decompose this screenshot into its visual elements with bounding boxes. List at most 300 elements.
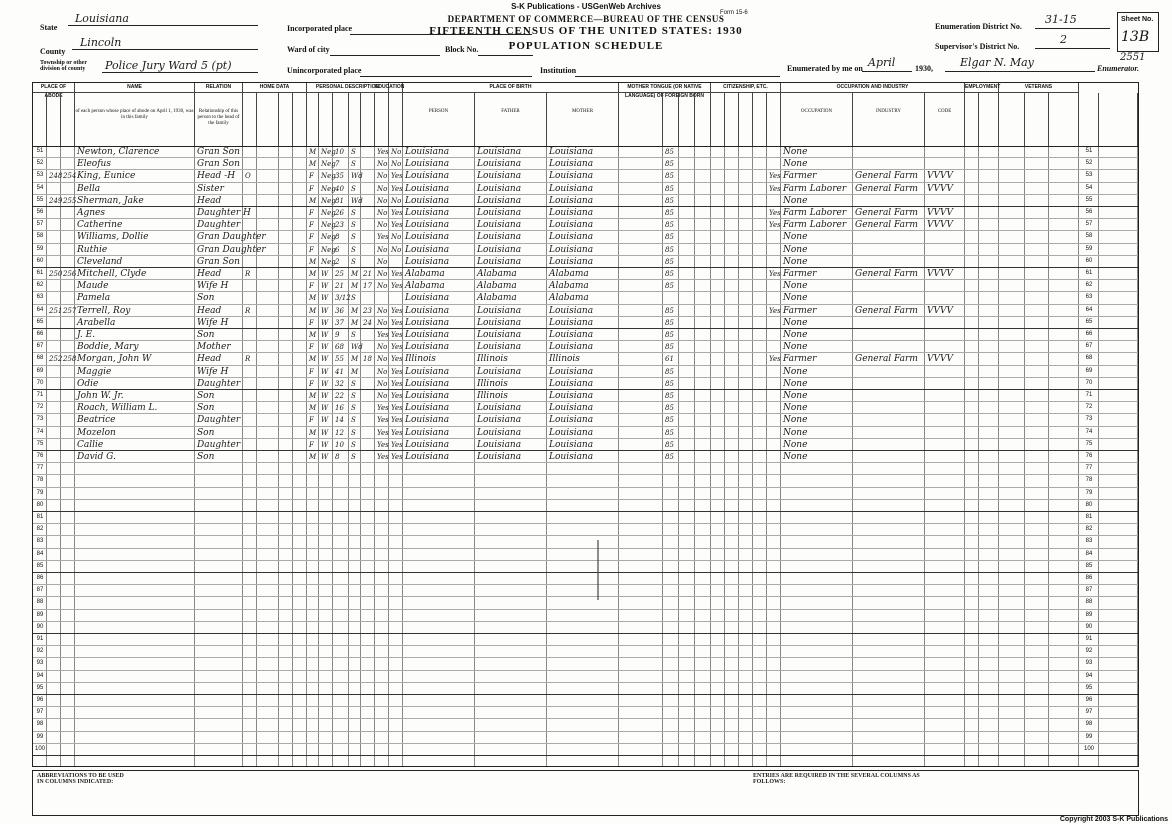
cell-fbp: Louisiana bbox=[477, 147, 522, 157]
line-number: 77 bbox=[1085, 465, 1093, 472]
sheet-number-box bbox=[1117, 12, 1159, 52]
line-number: 74 bbox=[36, 428, 44, 435]
cell-occ: Farmer bbox=[783, 171, 817, 182]
cell-sch: No bbox=[377, 318, 388, 327]
cell-bp: Louisiana bbox=[405, 171, 450, 182]
cell-age: 26 bbox=[335, 209, 344, 217]
line-number: 64 bbox=[1085, 306, 1093, 313]
cell-ind: General Farm bbox=[855, 183, 918, 194]
cell-mbp: Louisiana bbox=[549, 366, 594, 377]
line-number: 85 bbox=[1085, 562, 1093, 569]
entries-title: ENTRIES ARE REQUIRED IN THE SEVERAL COLUMNS AS FOLLOWS: bbox=[753, 773, 920, 785]
column-header bbox=[965, 93, 979, 146]
line-number: 57 bbox=[1085, 221, 1093, 228]
cell-read: No bbox=[391, 160, 402, 169]
group-heading: HOME DATA bbox=[243, 83, 307, 93]
cell-name: Maude bbox=[77, 281, 109, 292]
cell-sex: F bbox=[309, 440, 314, 449]
line-number: 100 bbox=[1083, 745, 1094, 752]
cell-code: 85 bbox=[665, 331, 674, 339]
cell-rel: Gran Son bbox=[197, 159, 240, 170]
column-header bbox=[739, 93, 753, 146]
enum-district-label: Enumeration District No. bbox=[935, 22, 1022, 31]
cell-name: Mitchell, Clyde bbox=[77, 269, 147, 279]
supervisor-label: Supervisor's District No. bbox=[935, 42, 1020, 51]
cell-bp: Louisiana bbox=[405, 293, 450, 304]
cell-fbp: Louisiana bbox=[477, 232, 522, 243]
cell-mar: S bbox=[351, 257, 356, 266]
cell-race: W bbox=[321, 440, 329, 449]
cell-rel: Gran Daughter bbox=[197, 244, 266, 255]
cell-mbp: Alabama bbox=[549, 281, 589, 292]
group-heading: PLACE OF ABODE bbox=[33, 83, 75, 93]
cell-fbp: Louisiana bbox=[477, 452, 522, 462]
blank-row bbox=[33, 500, 1138, 512]
cell-name: Odie bbox=[77, 378, 99, 389]
cell-age: 32 bbox=[335, 379, 344, 388]
person-row bbox=[33, 390, 1138, 402]
cell-name: Mozelon bbox=[77, 427, 116, 438]
cell-read: Yes bbox=[391, 453, 403, 461]
cell-code: 85 bbox=[665, 245, 674, 254]
cell-bp: Louisiana bbox=[405, 366, 450, 377]
column-header: FATHER bbox=[475, 93, 547, 146]
cell-mbp: Louisiana bbox=[549, 208, 594, 218]
person-row bbox=[33, 219, 1138, 231]
cell-mbp: Louisiana bbox=[549, 378, 594, 389]
line-number: 100 bbox=[34, 745, 45, 752]
cell-read: Yes bbox=[391, 392, 403, 400]
cell-sch: No bbox=[377, 257, 388, 266]
cell-occ: Farmer bbox=[783, 305, 817, 316]
cell-sex: F bbox=[309, 172, 314, 181]
cell-code: 85 bbox=[665, 148, 674, 156]
cell-occ: None bbox=[783, 403, 808, 414]
cell-name: J. E. bbox=[77, 330, 96, 340]
cell-dw: 248 bbox=[49, 172, 63, 181]
line-number: 74 bbox=[1085, 428, 1093, 435]
column-header bbox=[375, 93, 389, 146]
schedule-title: POPULATION SCHEDULE bbox=[508, 40, 664, 52]
cell-read: Yes bbox=[391, 440, 403, 449]
cell-fbp: Louisiana bbox=[477, 427, 522, 438]
cell-rel: Son bbox=[197, 403, 215, 414]
blank-row bbox=[33, 488, 1138, 500]
cell-ind: General Farm bbox=[855, 171, 918, 182]
line-number: 98 bbox=[36, 721, 44, 728]
line-number: 90 bbox=[1085, 623, 1093, 630]
cell-fbp: Louisiana bbox=[477, 183, 522, 194]
instructions-footer bbox=[32, 770, 1139, 816]
stamp-number: 2551 bbox=[1120, 52, 1146, 63]
person-row bbox=[33, 402, 1138, 414]
line-number: 81 bbox=[36, 514, 44, 520]
cell-code: 85 bbox=[665, 392, 674, 400]
cell-sch: Yes bbox=[377, 416, 389, 425]
cell-code: 85 bbox=[665, 343, 674, 352]
cell-code: 85 bbox=[665, 404, 674, 413]
line-number: 84 bbox=[36, 550, 44, 557]
enum-district-value: 31-15 bbox=[1045, 13, 1077, 26]
unincorporated-label: Unincorporated place bbox=[287, 66, 362, 75]
cell-occ: None bbox=[783, 342, 808, 353]
archive-banner: S-K Publications - USGenWeb Archives bbox=[511, 2, 661, 11]
cell-sex: M bbox=[309, 428, 317, 437]
cell-mar: S bbox=[351, 453, 356, 461]
blank-row bbox=[33, 707, 1138, 719]
cell-fam: 255 bbox=[63, 196, 77, 205]
cell-age: 68 bbox=[335, 343, 344, 352]
cell-sch: No bbox=[377, 245, 388, 254]
cell-code: 85 bbox=[665, 453, 674, 461]
cell-sex: M bbox=[309, 404, 317, 413]
line-number: 51 bbox=[1085, 148, 1093, 154]
cell-occ_code: VVVV bbox=[927, 220, 953, 231]
cell-fbp: Louisiana bbox=[477, 317, 522, 328]
cell-fbp: Louisiana bbox=[477, 244, 522, 255]
cell-sch: No bbox=[377, 209, 388, 217]
line-number: 88 bbox=[36, 599, 44, 606]
cell-fbp: Louisiana bbox=[477, 366, 522, 377]
line-number: 97 bbox=[1085, 709, 1093, 716]
blank-row bbox=[33, 719, 1138, 731]
line-number: 59 bbox=[36, 245, 44, 252]
line-number: 70 bbox=[36, 379, 44, 386]
line-number: 83 bbox=[1085, 538, 1093, 545]
cell-name: Maggie bbox=[77, 366, 112, 377]
cell-age: 37 bbox=[335, 318, 344, 327]
cell-bp: Louisiana bbox=[405, 391, 450, 401]
person-row bbox=[33, 439, 1138, 451]
cell-bp: Illinois bbox=[405, 354, 436, 365]
cell-mar: S bbox=[351, 294, 356, 303]
line-number: 93 bbox=[1085, 660, 1093, 667]
cell-mar: Wd bbox=[351, 196, 363, 205]
line-number: 58 bbox=[36, 233, 44, 240]
cell-sex: M bbox=[309, 306, 317, 315]
cell-name: Ruthie bbox=[77, 244, 108, 255]
person-row bbox=[33, 366, 1138, 378]
cell-occ: None bbox=[783, 366, 808, 377]
person-row bbox=[33, 414, 1138, 426]
cell-occ: None bbox=[783, 195, 808, 206]
line-number: 66 bbox=[1085, 331, 1093, 337]
blank-row bbox=[33, 695, 1138, 707]
line-number: 75 bbox=[36, 440, 44, 447]
cell-rel: Daughter H bbox=[197, 208, 251, 218]
incorporated-label: Incorporated place bbox=[287, 24, 353, 33]
enumerated-label: Enumerated by me on bbox=[787, 64, 863, 73]
state-label: State bbox=[40, 23, 58, 32]
county-label: County bbox=[40, 47, 66, 56]
cell-wk: Yes bbox=[769, 306, 781, 315]
cell-fbp: Alabama bbox=[477, 281, 517, 292]
institution-label: Institution bbox=[540, 66, 577, 75]
cell-age: 12 bbox=[335, 428, 344, 437]
institution-line bbox=[575, 66, 780, 77]
cell-mar: S bbox=[351, 416, 356, 425]
line-number: 91 bbox=[1085, 636, 1093, 642]
cell-rel: Son bbox=[197, 293, 215, 304]
line-number: 73 bbox=[1085, 416, 1093, 423]
line-number: 52 bbox=[36, 160, 44, 167]
blank-row bbox=[33, 536, 1138, 548]
line-number: 54 bbox=[1085, 184, 1093, 191]
line-number: 56 bbox=[36, 209, 44, 215]
cell-mar: M bbox=[351, 367, 359, 376]
cell-bp: Louisiana bbox=[405, 427, 450, 438]
cell-bp: Louisiana bbox=[405, 317, 450, 328]
line-number: 69 bbox=[36, 367, 44, 374]
cell-sex: F bbox=[309, 209, 314, 217]
incorporated-line bbox=[350, 24, 532, 35]
cell-code: 85 bbox=[665, 306, 674, 315]
line-number: 89 bbox=[1085, 611, 1093, 618]
line-number: 65 bbox=[36, 318, 44, 325]
cell-race: W bbox=[321, 379, 329, 388]
person-row bbox=[33, 268, 1138, 280]
cell-age: 7 bbox=[335, 160, 340, 169]
group-heading: MOTHER TONGUE (OR NATIVE LANGUAGE) OF FOREIGN BORN bbox=[619, 83, 711, 93]
cell-occ: Farmer bbox=[783, 269, 817, 279]
line-number: 66 bbox=[36, 331, 44, 337]
cell-race: W bbox=[321, 404, 329, 413]
line-number: 59 bbox=[1085, 245, 1093, 252]
column-header: MOTHER bbox=[547, 93, 619, 146]
cell-read: Yes bbox=[391, 404, 403, 413]
cell-age: 8 bbox=[335, 233, 340, 242]
cell-occ: None bbox=[783, 256, 808, 267]
cell-wk: Yes bbox=[769, 221, 781, 230]
cell-mbp: Louisiana bbox=[549, 183, 594, 194]
cell-sex: M bbox=[309, 453, 317, 461]
unincorporated-line bbox=[360, 66, 532, 77]
column-header bbox=[307, 93, 319, 146]
cell-rel: Head -H bbox=[197, 171, 236, 182]
line-number: 62 bbox=[1085, 282, 1093, 289]
cell-mbp: Illinois bbox=[549, 354, 580, 365]
column-header bbox=[349, 93, 361, 146]
cell-mar: S bbox=[351, 379, 356, 388]
column-header bbox=[979, 93, 999, 146]
blank-row bbox=[33, 549, 1138, 561]
line-number: 55 bbox=[36, 196, 44, 203]
cell-mbp: Louisiana bbox=[549, 256, 594, 267]
cell-code: 85 bbox=[665, 367, 674, 376]
group-heading: OCCUPATION AND INDUSTRY bbox=[781, 83, 965, 93]
line-number: 91 bbox=[36, 636, 44, 642]
cell-occ: Farm Laborer bbox=[783, 208, 847, 218]
cell-sex: F bbox=[309, 282, 314, 291]
cell-fbp: Illinois bbox=[477, 391, 508, 401]
cell-race: Neg bbox=[321, 245, 336, 254]
cell-occ: None bbox=[783, 317, 808, 328]
blank-row bbox=[33, 658, 1138, 670]
cell-rel: Gran Daughter bbox=[197, 232, 266, 243]
cell-read: Yes bbox=[391, 221, 403, 230]
blank-row bbox=[33, 610, 1138, 622]
cell-code: 61 bbox=[665, 355, 674, 364]
cell-rel: Sister bbox=[197, 183, 224, 194]
line-number: 80 bbox=[36, 501, 44, 508]
cell-rel: Son bbox=[197, 452, 215, 462]
line-number: 71 bbox=[36, 392, 44, 398]
group-heading: PERSONAL DESCRIPTION bbox=[307, 83, 389, 93]
cell-code: 85 bbox=[665, 270, 674, 278]
cell-wk: Yes bbox=[769, 209, 781, 217]
cell-race: Neg bbox=[321, 233, 336, 242]
cell-bp: Louisiana bbox=[405, 452, 450, 462]
cell-occ: None bbox=[783, 439, 808, 450]
cell-bp: Louisiana bbox=[405, 183, 450, 194]
cell-code: 85 bbox=[665, 416, 674, 425]
cell-mbp: Louisiana bbox=[549, 452, 594, 462]
cell-rel: Daughter bbox=[197, 415, 241, 426]
cell-fam: 257 bbox=[63, 306, 77, 315]
cell-fbp: Louisiana bbox=[477, 439, 522, 450]
column-header bbox=[293, 93, 307, 146]
cell-fam: 254 bbox=[63, 172, 77, 181]
group-heading: RELATION bbox=[195, 83, 243, 93]
blank-row bbox=[33, 585, 1138, 597]
cell-amar: 23 bbox=[363, 306, 372, 315]
cell-sch: Yes bbox=[377, 453, 389, 461]
line-number: 56 bbox=[1085, 209, 1093, 215]
cell-mar: S bbox=[351, 148, 356, 156]
cell-sex: M bbox=[309, 257, 317, 266]
cell-sch: Yes bbox=[377, 404, 389, 413]
line-number: 51 bbox=[36, 148, 44, 154]
cell-rel: Head bbox=[197, 354, 222, 365]
line-number: 67 bbox=[36, 343, 44, 350]
line-number: 90 bbox=[36, 623, 44, 630]
line-number: 87 bbox=[36, 587, 44, 594]
cell-race: Neg bbox=[321, 148, 336, 156]
cell-mbp: Louisiana bbox=[549, 391, 594, 401]
cell-code: 85 bbox=[665, 440, 674, 449]
cell-fbp: Alabama bbox=[477, 269, 517, 279]
cell-age: 16 bbox=[335, 404, 344, 413]
line-number: 78 bbox=[1085, 477, 1093, 484]
cell-fbp: Louisiana bbox=[477, 330, 522, 340]
cell-wk: Yes bbox=[769, 172, 781, 181]
column-header bbox=[1025, 93, 1049, 146]
cell-rel: Wife H bbox=[197, 281, 229, 292]
cell-sch: No bbox=[377, 355, 388, 364]
cell-bp: Alabama bbox=[405, 281, 445, 292]
cell-wk: Yes bbox=[769, 355, 781, 364]
column-header: OCCUPATION bbox=[781, 93, 853, 146]
cell-read: No bbox=[391, 196, 402, 205]
cell-sex: M bbox=[309, 294, 317, 303]
blank-row bbox=[33, 671, 1138, 683]
person-row bbox=[33, 341, 1138, 353]
cell-sch: No bbox=[377, 379, 388, 388]
cell-race: W bbox=[321, 331, 329, 339]
person-row bbox=[33, 427, 1138, 439]
column-header: of each person whose place of abode on April 1, 1930, was in this family bbox=[75, 93, 195, 146]
cell-rel: Head bbox=[197, 269, 222, 279]
cell-ind: General Farm bbox=[855, 208, 918, 218]
cell-read: Yes bbox=[391, 428, 403, 437]
cell-occ: None bbox=[783, 232, 808, 243]
cell-mar: M bbox=[351, 318, 359, 327]
cell-bp: Louisiana bbox=[405, 232, 450, 243]
column-header bbox=[619, 93, 663, 146]
cell-rel: Son bbox=[197, 330, 215, 340]
line-number: 79 bbox=[1085, 489, 1093, 496]
group-heading: CITIZENSHIP, ETC. bbox=[711, 83, 781, 93]
cell-age: 41 bbox=[335, 367, 344, 376]
cell-occ_code: VVVV bbox=[927, 183, 953, 194]
cell-read: Yes bbox=[391, 355, 403, 364]
cell-name: Boddie, Mary bbox=[77, 342, 139, 353]
cell-sch: No bbox=[377, 172, 388, 181]
line-number: 73 bbox=[36, 416, 44, 423]
cell-mar: S bbox=[351, 428, 356, 437]
cell-sch: No bbox=[377, 367, 388, 376]
line-number: 58 bbox=[1085, 233, 1093, 240]
line-number: 60 bbox=[36, 257, 44, 264]
cell-mbp: Louisiana bbox=[549, 244, 594, 255]
cell-fbp: Illinois bbox=[477, 354, 508, 365]
person-row bbox=[33, 329, 1138, 341]
line-number: 75 bbox=[1085, 440, 1093, 447]
blank-row bbox=[33, 683, 1138, 695]
cell-mbp: Louisiana bbox=[549, 147, 594, 157]
cell-occ: None bbox=[783, 427, 808, 438]
cell-mar: M bbox=[351, 355, 359, 364]
cell-age: 3/12 bbox=[335, 294, 351, 303]
cell-fbp: Louisiana bbox=[477, 159, 522, 170]
cell-bp: Louisiana bbox=[405, 415, 450, 426]
cell-race: Neg bbox=[321, 221, 336, 230]
township-label: Township or other division of county bbox=[40, 60, 87, 72]
cell-read: No bbox=[391, 233, 402, 242]
cell-mbp: Louisiana bbox=[549, 317, 594, 328]
cell-ind: General Farm bbox=[855, 354, 918, 365]
cell-bp: Louisiana bbox=[405, 439, 450, 450]
line-number: 96 bbox=[36, 697, 44, 703]
cell-mbp: Alabama bbox=[549, 293, 589, 304]
column-header bbox=[279, 93, 293, 146]
cell-name: Newton, Clarence bbox=[77, 147, 160, 157]
cell-read: Yes bbox=[391, 209, 403, 217]
cell-name: Williams, Dollie bbox=[77, 232, 149, 243]
cell-sex: F bbox=[309, 184, 314, 193]
cell-sex: M bbox=[309, 392, 317, 400]
cell-rel: Gran Son bbox=[197, 256, 240, 267]
cell-fbp: Louisiana bbox=[477, 220, 522, 231]
column-header bbox=[767, 93, 781, 146]
cell-read: Yes bbox=[391, 270, 403, 278]
cell-mbp: Louisiana bbox=[549, 330, 594, 340]
cell-mbp: Louisiana bbox=[549, 159, 594, 170]
cell-mar: Wd bbox=[351, 343, 363, 352]
cell-race: W bbox=[321, 416, 329, 425]
line-number: 94 bbox=[36, 672, 44, 679]
line-number: 96 bbox=[1085, 697, 1093, 703]
cell-sch: No bbox=[377, 343, 388, 352]
blank-row bbox=[33, 475, 1138, 487]
line-number: 97 bbox=[36, 709, 44, 716]
cell-bp: Louisiana bbox=[405, 208, 450, 218]
line-number: 94 bbox=[1085, 672, 1093, 679]
person-row bbox=[33, 195, 1138, 207]
line-number: 60 bbox=[1085, 257, 1093, 264]
column-header bbox=[243, 93, 257, 146]
cell-name: Roach, William L. bbox=[77, 403, 158, 414]
